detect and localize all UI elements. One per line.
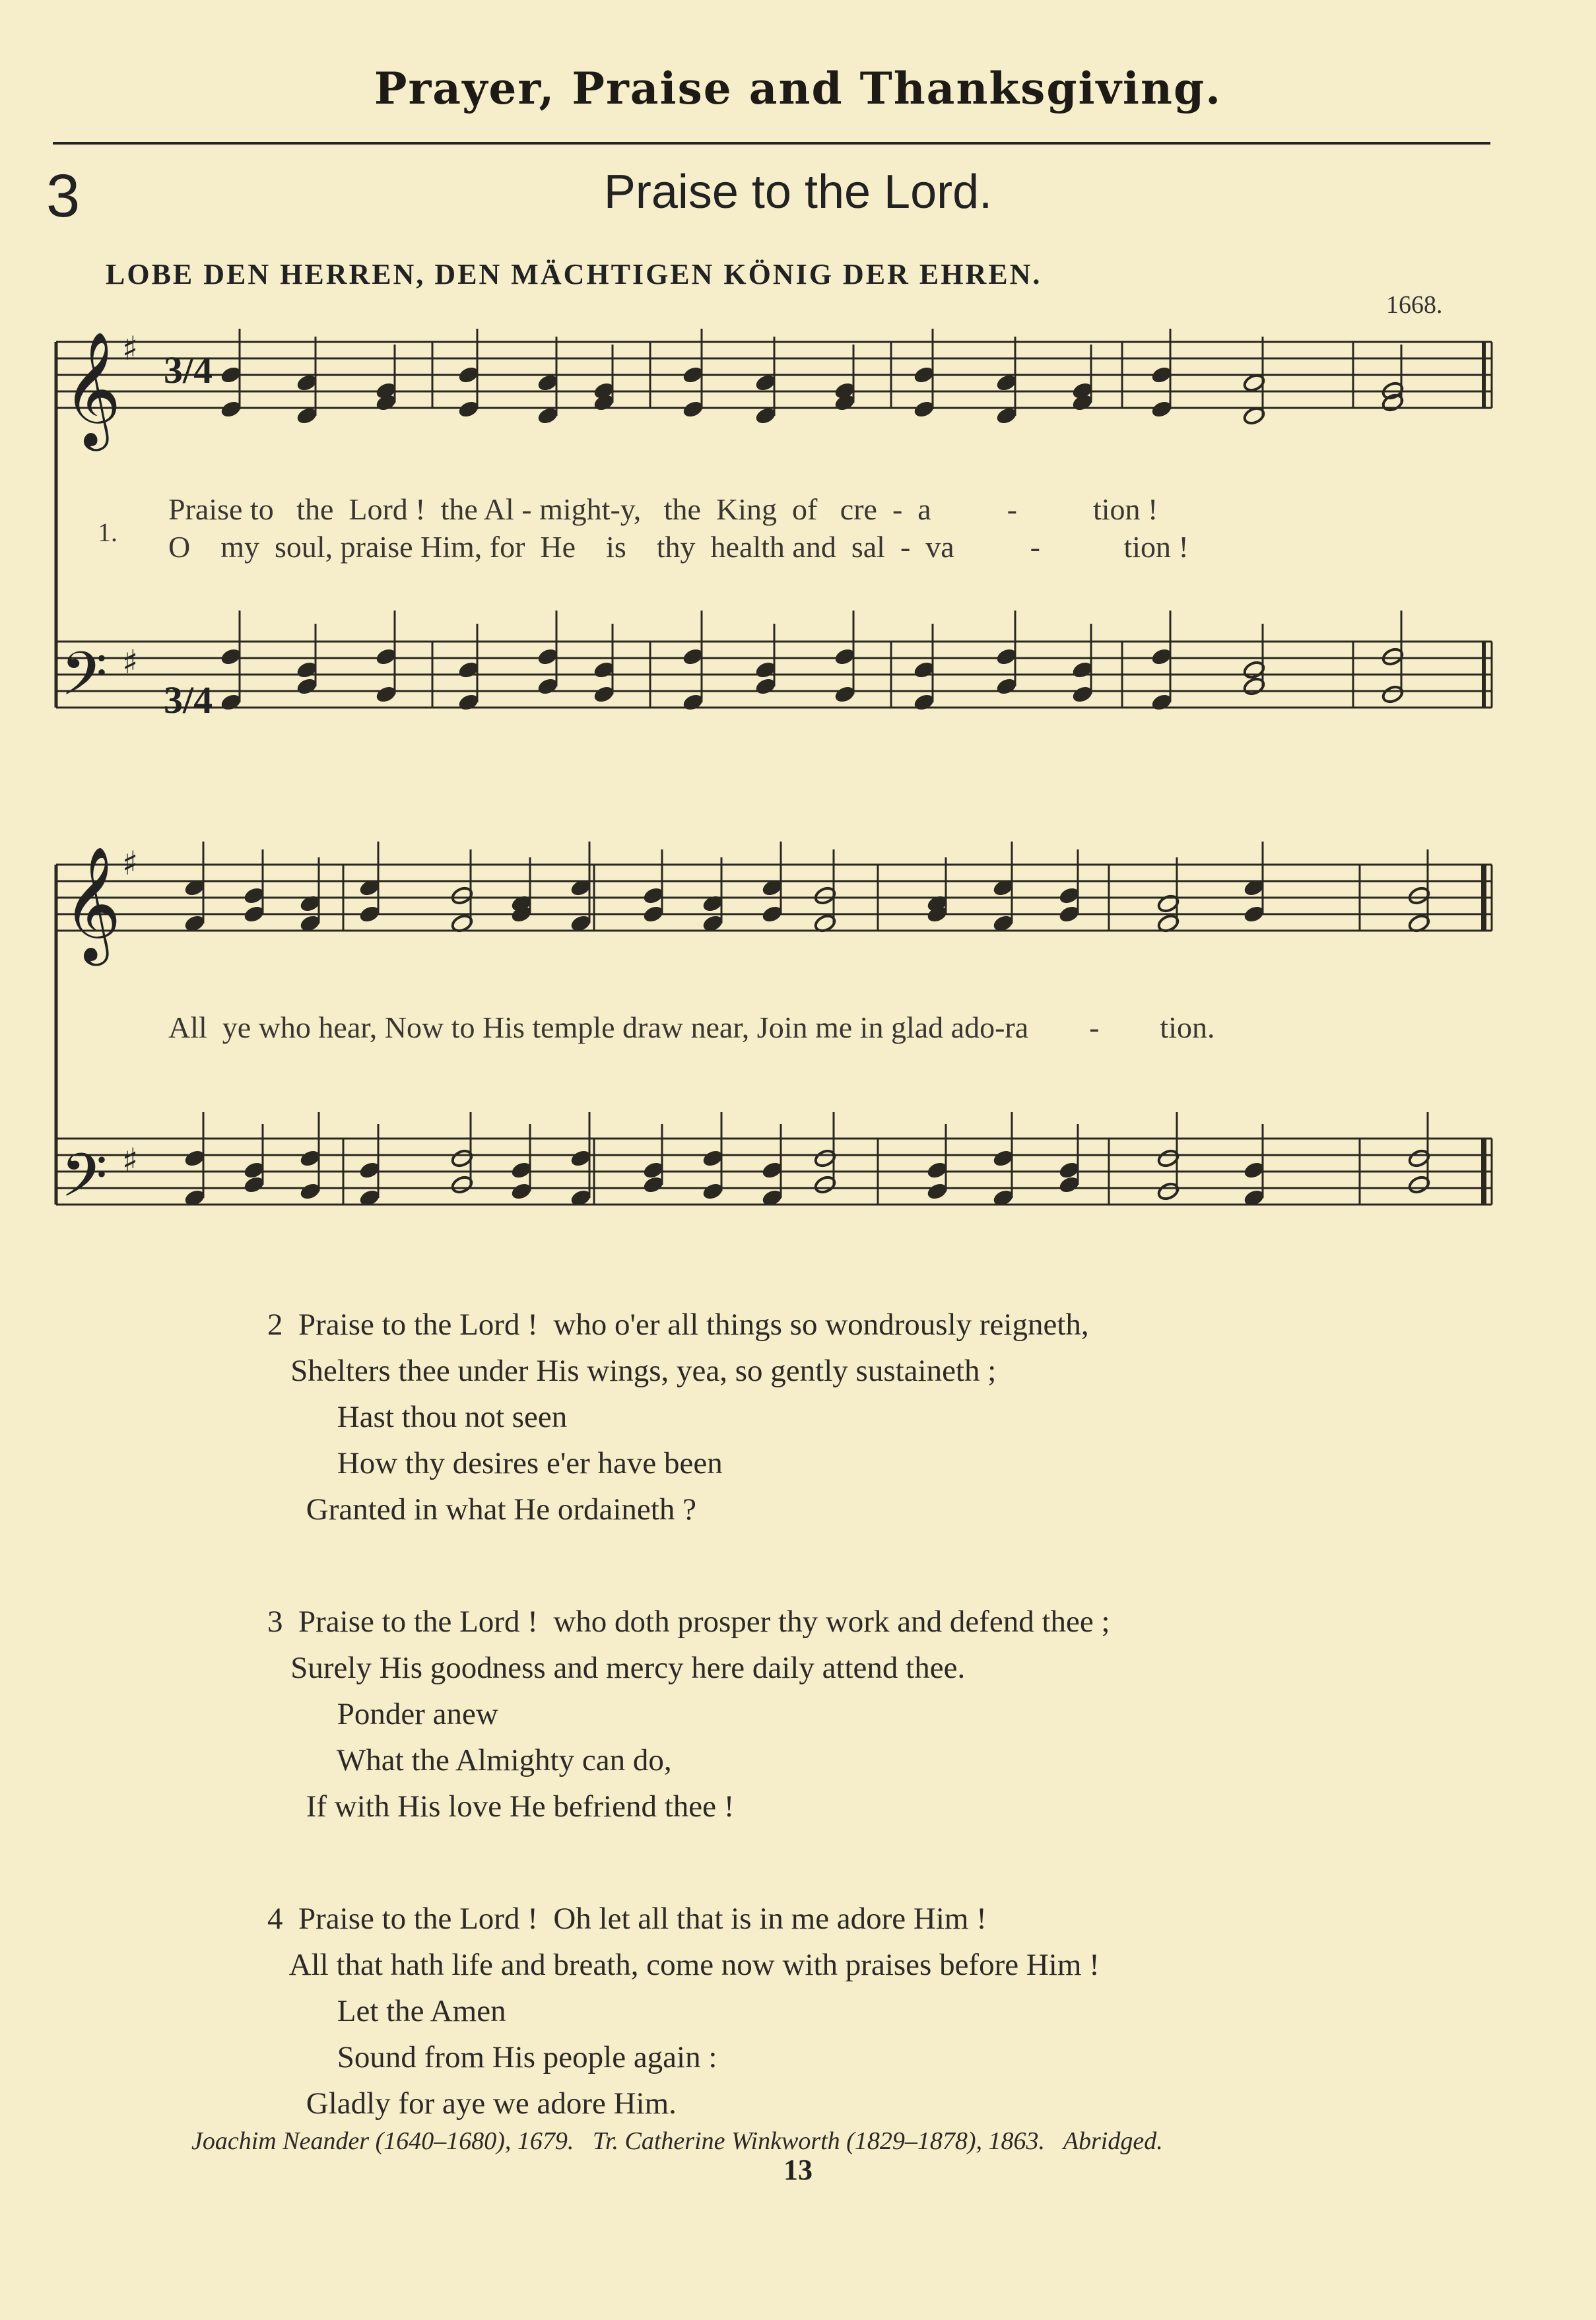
time-signature: 3/4 bbox=[164, 679, 213, 721]
staff-lines bbox=[56, 342, 1492, 1205]
stanza-line: Shelters thee under His wings, yea, so gently sustaineth ; bbox=[267, 1354, 997, 1388]
page-number: 13 bbox=[783, 2154, 813, 2186]
stanza-line: Ponder anew bbox=[267, 1697, 498, 1731]
stanza-line: Surely His goodness and mercy here daily attend thee. bbox=[267, 1651, 966, 1685]
stanza-line: If with His love He befriend thee ! bbox=[267, 1789, 735, 1824]
verse1-line: O my soul, praise Him, for He is thy health and sal - va - tion ! bbox=[168, 530, 1189, 564]
stanza-line: Sound from His people again : bbox=[267, 2040, 717, 2074]
treble-clef-icon: 𝄞 bbox=[63, 846, 121, 961]
sharp-icon: ♯ bbox=[122, 1141, 139, 1179]
stanza-line: 2 Praise to the Lord ! who o'er all things so wondrously reigneth, bbox=[267, 1308, 1089, 1342]
verse-marker: 1. bbox=[98, 517, 117, 547]
stanza-line: How thy desires e'er have been bbox=[267, 1446, 723, 1480]
hymn-title: Praise to the Lord. bbox=[603, 166, 993, 218]
stanza-line: All that hath life and breath, come now with praises before Him ! bbox=[267, 1948, 1100, 1982]
verse1-line: Praise to the Lord ! the Al - might-y, the King of cre - a - tion ! bbox=[168, 492, 1158, 526]
stanza-line: Let the Amen bbox=[267, 1994, 506, 2028]
running-head: Prayer, Praise and Thanksgiving. bbox=[374, 63, 1222, 114]
stanza-line: 4 Praise to the Lord ! Oh let all that is in me adore Him ! bbox=[267, 1902, 987, 1936]
stanza-line: Gladly for aye we adore Him. bbox=[267, 2086, 677, 2121]
sharp-icon: ♯ bbox=[122, 643, 139, 681]
stanza-line: What the Almighty can do, bbox=[267, 1743, 672, 1777]
hymn-number: 3 bbox=[46, 162, 81, 230]
tune-date: 1668. bbox=[1386, 291, 1443, 319]
stanza-line: Granted in what He ordaineth ? bbox=[267, 1492, 696, 1527]
tune-name: LOBE DEN HERREN, DEN MÄCHTIGEN KÖNIG DER EHREN. bbox=[106, 258, 1042, 290]
note-heads bbox=[183, 329, 1431, 1208]
treble-clef-icon: 𝄞 bbox=[63, 331, 121, 446]
bass-clef-icon: 𝄢 bbox=[61, 1141, 108, 1225]
time-signature: 3/4 bbox=[164, 348, 213, 391]
refrain-line: All ye who hear, Now to His temple draw near, Join me in glad ado-ra - tion. bbox=[168, 1011, 1215, 1044]
bass-clef-icon: 𝄢 bbox=[61, 639, 108, 723]
sharp-icon: ♯ bbox=[122, 844, 139, 882]
sharp-icon: ♯ bbox=[122, 329, 139, 368]
stanza-line: 3 Praise to the Lord ! who doth prosper thy work and defend thee ; bbox=[267, 1605, 1110, 1639]
stanza-line: Hast thou not seen bbox=[267, 1400, 568, 1434]
attribution: Joachim Neander (1640–1680), 1679. Tr. Catherine Winkworth (1829–1878), 1863. Abridged. bbox=[191, 2127, 1163, 2155]
